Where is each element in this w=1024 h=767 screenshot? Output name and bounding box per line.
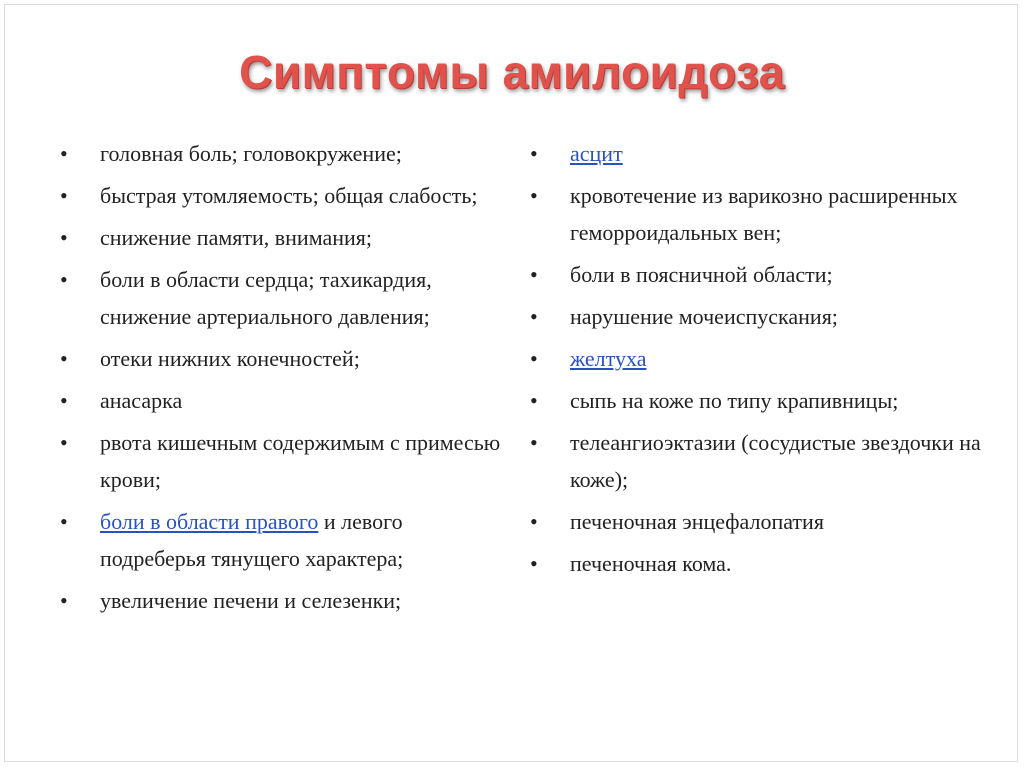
bullet: •: [530, 430, 538, 455]
bullet: •: [530, 183, 538, 208]
item-text: головная боль; головокружение;: [100, 141, 402, 166]
bullet: •: [530, 346, 538, 371]
ascites-link[interactable]: асцит: [570, 141, 623, 166]
list-item: [60, 177, 510, 214]
right-hypochondrium-pain-link[interactable]: боли в области правого: [100, 509, 319, 534]
list-item: [60, 340, 510, 377]
bullet: •: [60, 588, 68, 613]
bullet: •: [60, 225, 68, 250]
item-text: печеночная кома.: [570, 551, 732, 576]
item-text: увеличение печени и селезенки;: [100, 588, 402, 613]
list-item: [530, 424, 1000, 498]
bullet: •: [60, 141, 68, 166]
slide-title: Симптомы амилоидоза: [239, 46, 785, 98]
item-text: печеночная энцефалопатия: [570, 509, 824, 534]
slide: [4, 4, 1018, 762]
list-item: [60, 582, 510, 619]
bullet: •: [60, 388, 68, 413]
right-symptom-list: [530, 135, 1000, 587]
left-symptom-list: [60, 135, 510, 624]
list-item: [60, 424, 510, 498]
bullet: •: [530, 388, 538, 413]
bullet: •: [530, 509, 538, 534]
item-text: и левого подреберья тянущего характера;: [100, 509, 404, 571]
item-text: отеки нижних конечностей;: [100, 346, 360, 371]
item-text: телеангиоэктазии (сосудистые звездочки на коже);: [570, 430, 981, 492]
list-item: [530, 382, 1000, 419]
list-item: [60, 219, 510, 256]
item-text: анасарка: [100, 388, 183, 413]
list-item: [530, 177, 1000, 251]
bullet: •: [530, 262, 538, 287]
bullet: •: [60, 509, 68, 534]
item-text: снижение памяти, внимания;: [100, 225, 373, 250]
list-item: [60, 382, 510, 419]
item-text: боли в поясничной области;: [570, 262, 833, 287]
list-item: [60, 261, 510, 335]
bullet: •: [530, 141, 538, 166]
bullet: •: [530, 551, 538, 576]
list-item: [530, 256, 1000, 293]
jaundice-link[interactable]: желтуха: [570, 346, 647, 371]
item-text: кровотечение из варикозно расширенных геморроидальных вен;: [570, 183, 958, 245]
item-text: нарушение мочеиспускания;: [570, 304, 838, 329]
list-item: [60, 135, 510, 172]
list-item: [530, 298, 1000, 335]
item-text: боли в области сердца; тахикардия, снижение артериального давления;: [100, 267, 432, 329]
list-item: [530, 545, 1000, 582]
bullet: •: [60, 183, 68, 208]
list-item: [60, 503, 510, 577]
list-item: [530, 503, 1000, 540]
item-text: сыпь на коже по типу крапивницы;: [570, 388, 899, 413]
bullet: •: [60, 267, 68, 292]
bullet: •: [60, 346, 68, 371]
item-text: рвота кишечным содержимым с примесью крови;: [100, 430, 501, 492]
list-item: [530, 135, 1000, 172]
list-item: [530, 340, 1000, 377]
bullet: •: [60, 430, 68, 455]
item-text: быстрая утомляемость; общая слабость;: [100, 183, 478, 208]
bullet: •: [530, 304, 538, 329]
